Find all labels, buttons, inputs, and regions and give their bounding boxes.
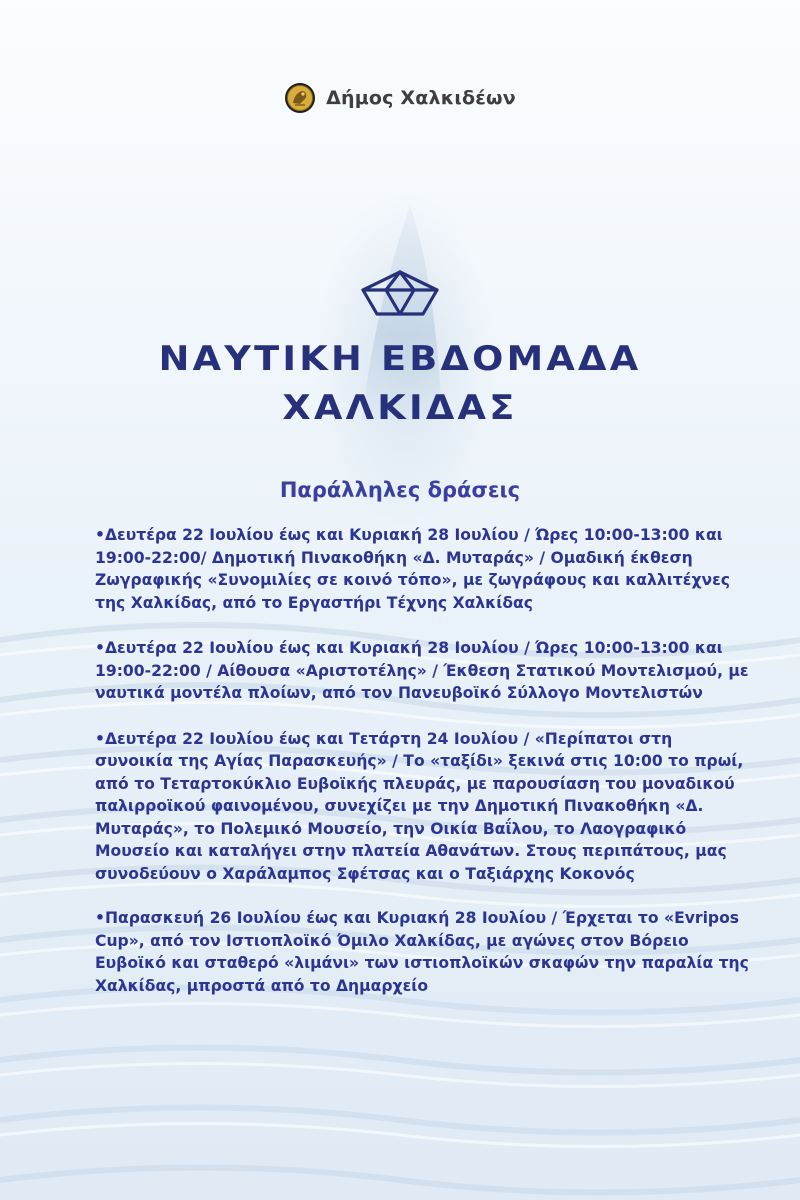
activities-list (95, 524, 755, 1020)
activity-item: •Δευτέρα 22 Ιουλίου έως και Τετάρτη 24 Ιουλίου / «Περίπατοι στη συνοικία της Αγίας Παρασκευής» / Το «ταξίδι» ξεκινά στις 10:00 το πρωί, από το Τεταρτοκύκλιο Ευβοϊκής πλευράς, με παρουσίαση του μοναδικού παλιρροϊκού φαινομένου, συνεχίζει με την Δημοτική Πινακοθήκη «Δ. Μυταράς», το Πολεμικό Μουσείο, την Οικία Βαΐλου, το Λαογραφικό Μουσείο και καταλήγει στην πλατεία Αθανάτων. Στους περιπάτους, μας συνοδεύουν ο Χαράλαμπος Σφέτσας και ο Ταξιάρχης Κοκονός (95, 729, 744, 883)
event-title-line-2: ΧΑΛΚΙΔΑΣ (282, 388, 518, 428)
activity-item: •Δευτέρα 22 Ιουλίου έως και Κυριακή 28 Ιουλίου / Ώρες 10:00-13:00 και 19:00-22:00 / Αίθουσα «Αριστοτέλης» / Έκθεση Στατικού Μοντελισμού, με ναυτικά μοντέλα πλοίων, από τον Πανευβοϊκό Σύλλογο Μοντελιστών (95, 639, 749, 702)
municipal-seal-icon (284, 82, 316, 114)
org-name: Δήμος Χαλκιδέων (326, 87, 516, 109)
org-header (0, 82, 800, 114)
activity-item: •Παρασκευή 26 Ιουλίου έως και Κυριακή 28 Ιουλίου / Έρχεται το «Evripos Cup», από τον Ιστιοπλοϊκό Όμιλο Χαλκίδας, με αγώνες στον Βόρειο Ευβοϊκό και σταθερό «λιμάνι» των ιστιοπλοϊκών σκαφών την παραλία της Χαλκίδας, μπροστά από το Δημαρχείο (95, 909, 749, 995)
activity-item: •Δευτέρα 22 Ιουλίου έως και Κυριακή 28 Ιουλίου / Ώρες 10:00-13:00 και 19:00-22:00/ Δημοτική Πινακοθήκη «Δ. Μυταράς» / Ομαδική έκθεση Ζωγραφικής «Συνομιλίες σε κοινό τόπο», με ζωγράφους και καλλιτέχνες της Χαλκίδας, από το Εργαστήρι Τέχνης Χαλκίδας (95, 526, 731, 612)
event-title-line-1: ΝΑΥΤΙΚΗ ΕΒΔΟΜΑΔΑ (158, 339, 642, 379)
section-title: Παράλληλες δράσεις (279, 478, 521, 502)
paper-boat-icon (360, 268, 440, 318)
